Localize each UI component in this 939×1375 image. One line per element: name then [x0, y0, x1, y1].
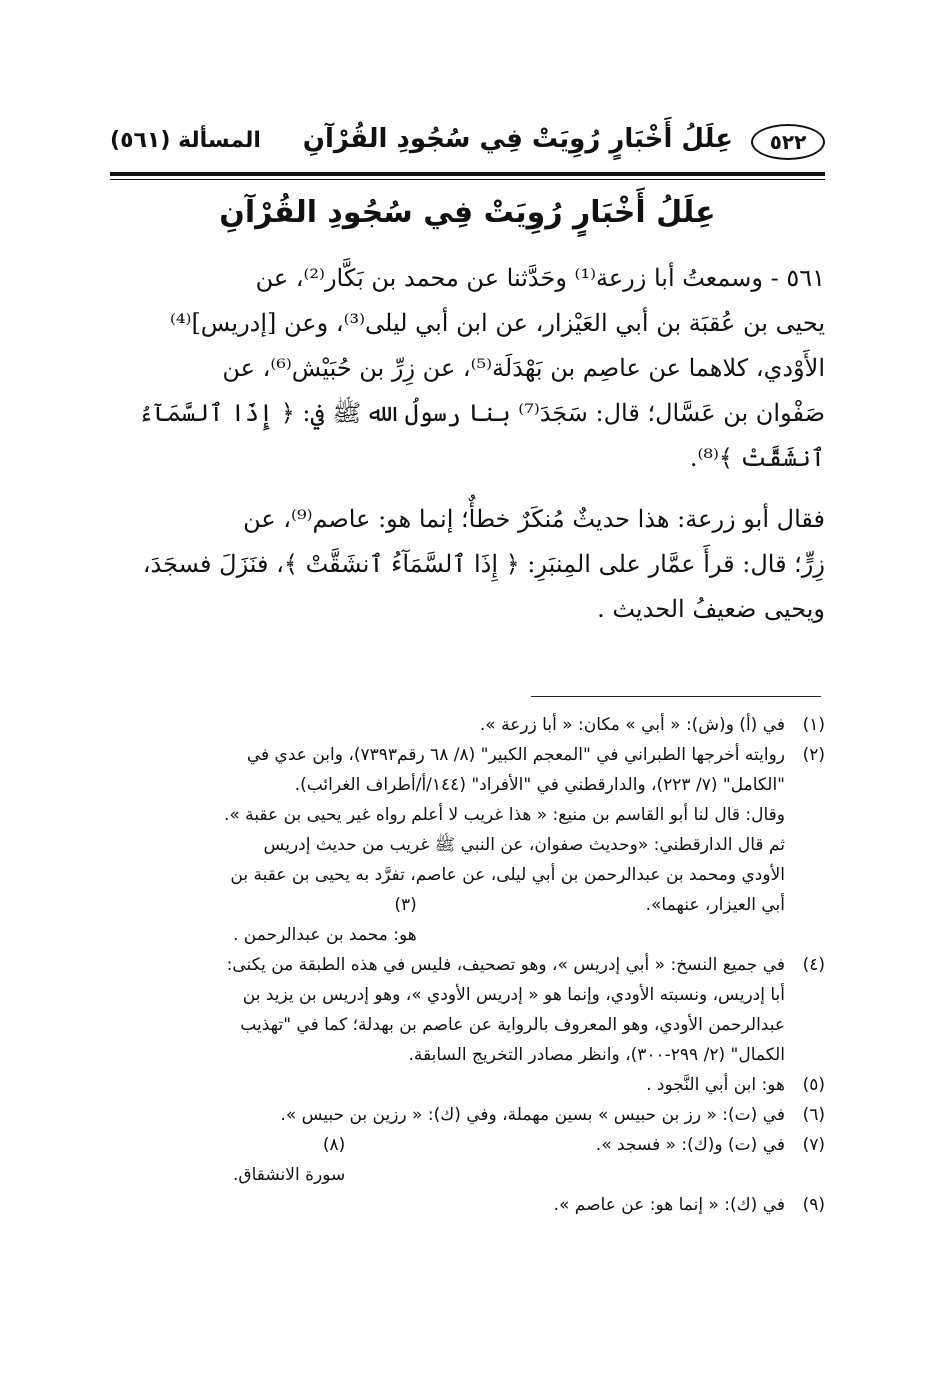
footnote-7: [113, 1130, 825, 1190]
footnotes: [113, 710, 825, 1220]
main-text: [115, 256, 825, 632]
footnote-line: أبي العيزار، عنهما».: [645, 895, 785, 915]
footnote-1: [113, 710, 825, 740]
header-rule-thin: [110, 179, 825, 180]
footnote-number: (٩): [802, 1195, 825, 1215]
footnote-line: في (أ) و(ش): « أبي » مكان: « أبا زرعة ».: [479, 715, 785, 735]
footnote-5: [113, 1070, 825, 1100]
footnote-2: [113, 740, 825, 950]
footnote-number: (٧): [802, 1135, 825, 1155]
footnote-6: [113, 1100, 825, 1130]
footnote-body: [113, 710, 785, 740]
footnote-number: (٥): [802, 1075, 825, 1095]
header-rule-thick: [110, 172, 825, 176]
text-line: زِرٍّ؛ قال: قرأَ عمَّار على المِنبَرِ: ﴿ إِذَا ٱلسَّمَآءُ ٱنشَقَّتْ ﴾، فنَزَلَ فسجَدَ،: [142, 550, 825, 578]
footnote-3: [233, 890, 417, 950]
footnote-line: "الكامل" (٧/ ٢٢٣)، والدارقطني في "الأفراد" (١٤٤/أ/أطراف الغرائب).: [294, 775, 785, 795]
footnote-body: سورة الانشقاق.: [233, 1165, 346, 1185]
footnote-line: في (ت) و(ك): « فسجد ».: [595, 1135, 785, 1155]
footnote-line: في جميع النسخ: « أبي إدريس »، وهو تصحيف، فليس في هذه الطبقة من يكنى:: [226, 955, 785, 975]
footnote-8: [233, 1130, 345, 1190]
footnote-number: (٦): [802, 1105, 825, 1125]
text-line: يحيى بن عُقبَة بن أبي العَيْزار، عن ابن أبي ليلى⁽³⁾، وعن [إدريس]⁽⁴⁾: [170, 309, 825, 337]
footnote-line-with-inline-note: [113, 1130, 785, 1190]
footnote-number: (٤): [802, 955, 825, 975]
text-line: ٱنشَقَّتْ ﴾⁽⁸⁾.: [689, 444, 825, 472]
text-line: فقال أبو زرعة: هذا حديثٌ مُنكَرٌ خطأٌ؛ إنما هو: عاصم⁽⁹⁾، عن: [243, 505, 825, 533]
footnote-body: هو: محمد بن عبدالرحمن .: [233, 925, 417, 945]
paragraph-abu-zura-comment: [115, 497, 825, 632]
footnote-4: [113, 950, 825, 1070]
footnote-line: أبا إدريس، ونسبته الأودي، وإنما هو « إدريس الأودي »، وهو إدريس بن يزيد بن: [242, 985, 785, 1005]
footnote-separator: [531, 696, 821, 697]
footnote-line: عبدالرحمن الأودي، وهو المعروف بالرواية عن عاصم بن بهدلة؛ كما في "تهذيب: [240, 1015, 785, 1035]
text-line: ويحيى ضعيفُ الحديث .: [597, 595, 825, 623]
footnote-body: هو: ابن أبي النَّجود .: [646, 1075, 785, 1095]
footnote-number: (٢): [802, 745, 825, 765]
footnote-body: في (ت): « رز بن حبيس » بسين مهملة، وفي (ك): « رزين بن حبيس ».: [280, 1105, 785, 1125]
chapter-title: عِلَلُ أَخْبَارٍ رُوِيَتْ فِي سُجُودِ القُرْآنِ: [219, 195, 716, 230]
text-line: صَفْوان بن عَسَّال؛ قال: سَجَدَ⁽⁷⁾ بنا رسولُ الله ﷺ في: ﴿ إِذَا ٱلسَّمَآءُ: [138, 399, 825, 427]
footnote-line-with-inline-note: [113, 890, 785, 950]
footnote-line: الأودي ومحمد بن عبدالرحمن بن أبي ليلى، عن عاصم، تفرَّد به يحيى بن عقبة بن: [230, 865, 785, 885]
footnote-body: [113, 950, 785, 1070]
footnote-body: في (ك): « إنما هو: عن عاصم ».: [553, 1195, 785, 1215]
footnote-number: (١): [802, 715, 825, 735]
footnote-9: [113, 1190, 825, 1220]
footnote-number: (٨): [322, 1135, 346, 1155]
page-number-badge: ٥٢٢: [751, 124, 825, 160]
paragraph-hadith: [115, 256, 825, 481]
text-line: الأَوْدي، كلاهما عن عاصِم بن بَهْدَلَة⁽⁵⁾، عن زِرِّ بن حُبَيْش⁽⁶⁾، عن: [222, 354, 825, 382]
running-issue-number: المسألة (٥٦١): [110, 128, 261, 153]
footnote-body: [113, 740, 785, 950]
running-header: [110, 118, 825, 172]
footnote-number: (٣): [394, 895, 417, 915]
footnote-body: [113, 1130, 785, 1190]
footnote-line: الكمال" (٢/ ٢٩٩-٣٠٠)، وانظر مصادر التخريج السابقة.: [408, 1045, 785, 1065]
text-line: ٥٦١ - وسمعتُ أبا زرعة⁽¹⁾ وحَدَّثنا عن محمد بن بَكَّار⁽²⁾، عن: [255, 264, 825, 292]
footnote-line: روايته أخرجها الطبراني في "المعجم الكبير" (٨/ ٦٨ رقم٧٣٩٣)، وابن عدي في: [246, 745, 785, 765]
footnote-line: وقال: قال لنا أبو القاسم بن منيع: « هذا غريب لا أعلم رواه غير يحيى بن عقبة ».: [223, 805, 785, 825]
running-chapter-title: عِلَلُ أَخْبَارٍ رُوِيَتْ فِي سُجُودِ القُرْآنِ: [302, 124, 733, 154]
footnote-line: ثم قال الدارقطني: «وحديث صفوان، عن النبي ﷺ غريب من حديث إدريس: [263, 835, 785, 855]
